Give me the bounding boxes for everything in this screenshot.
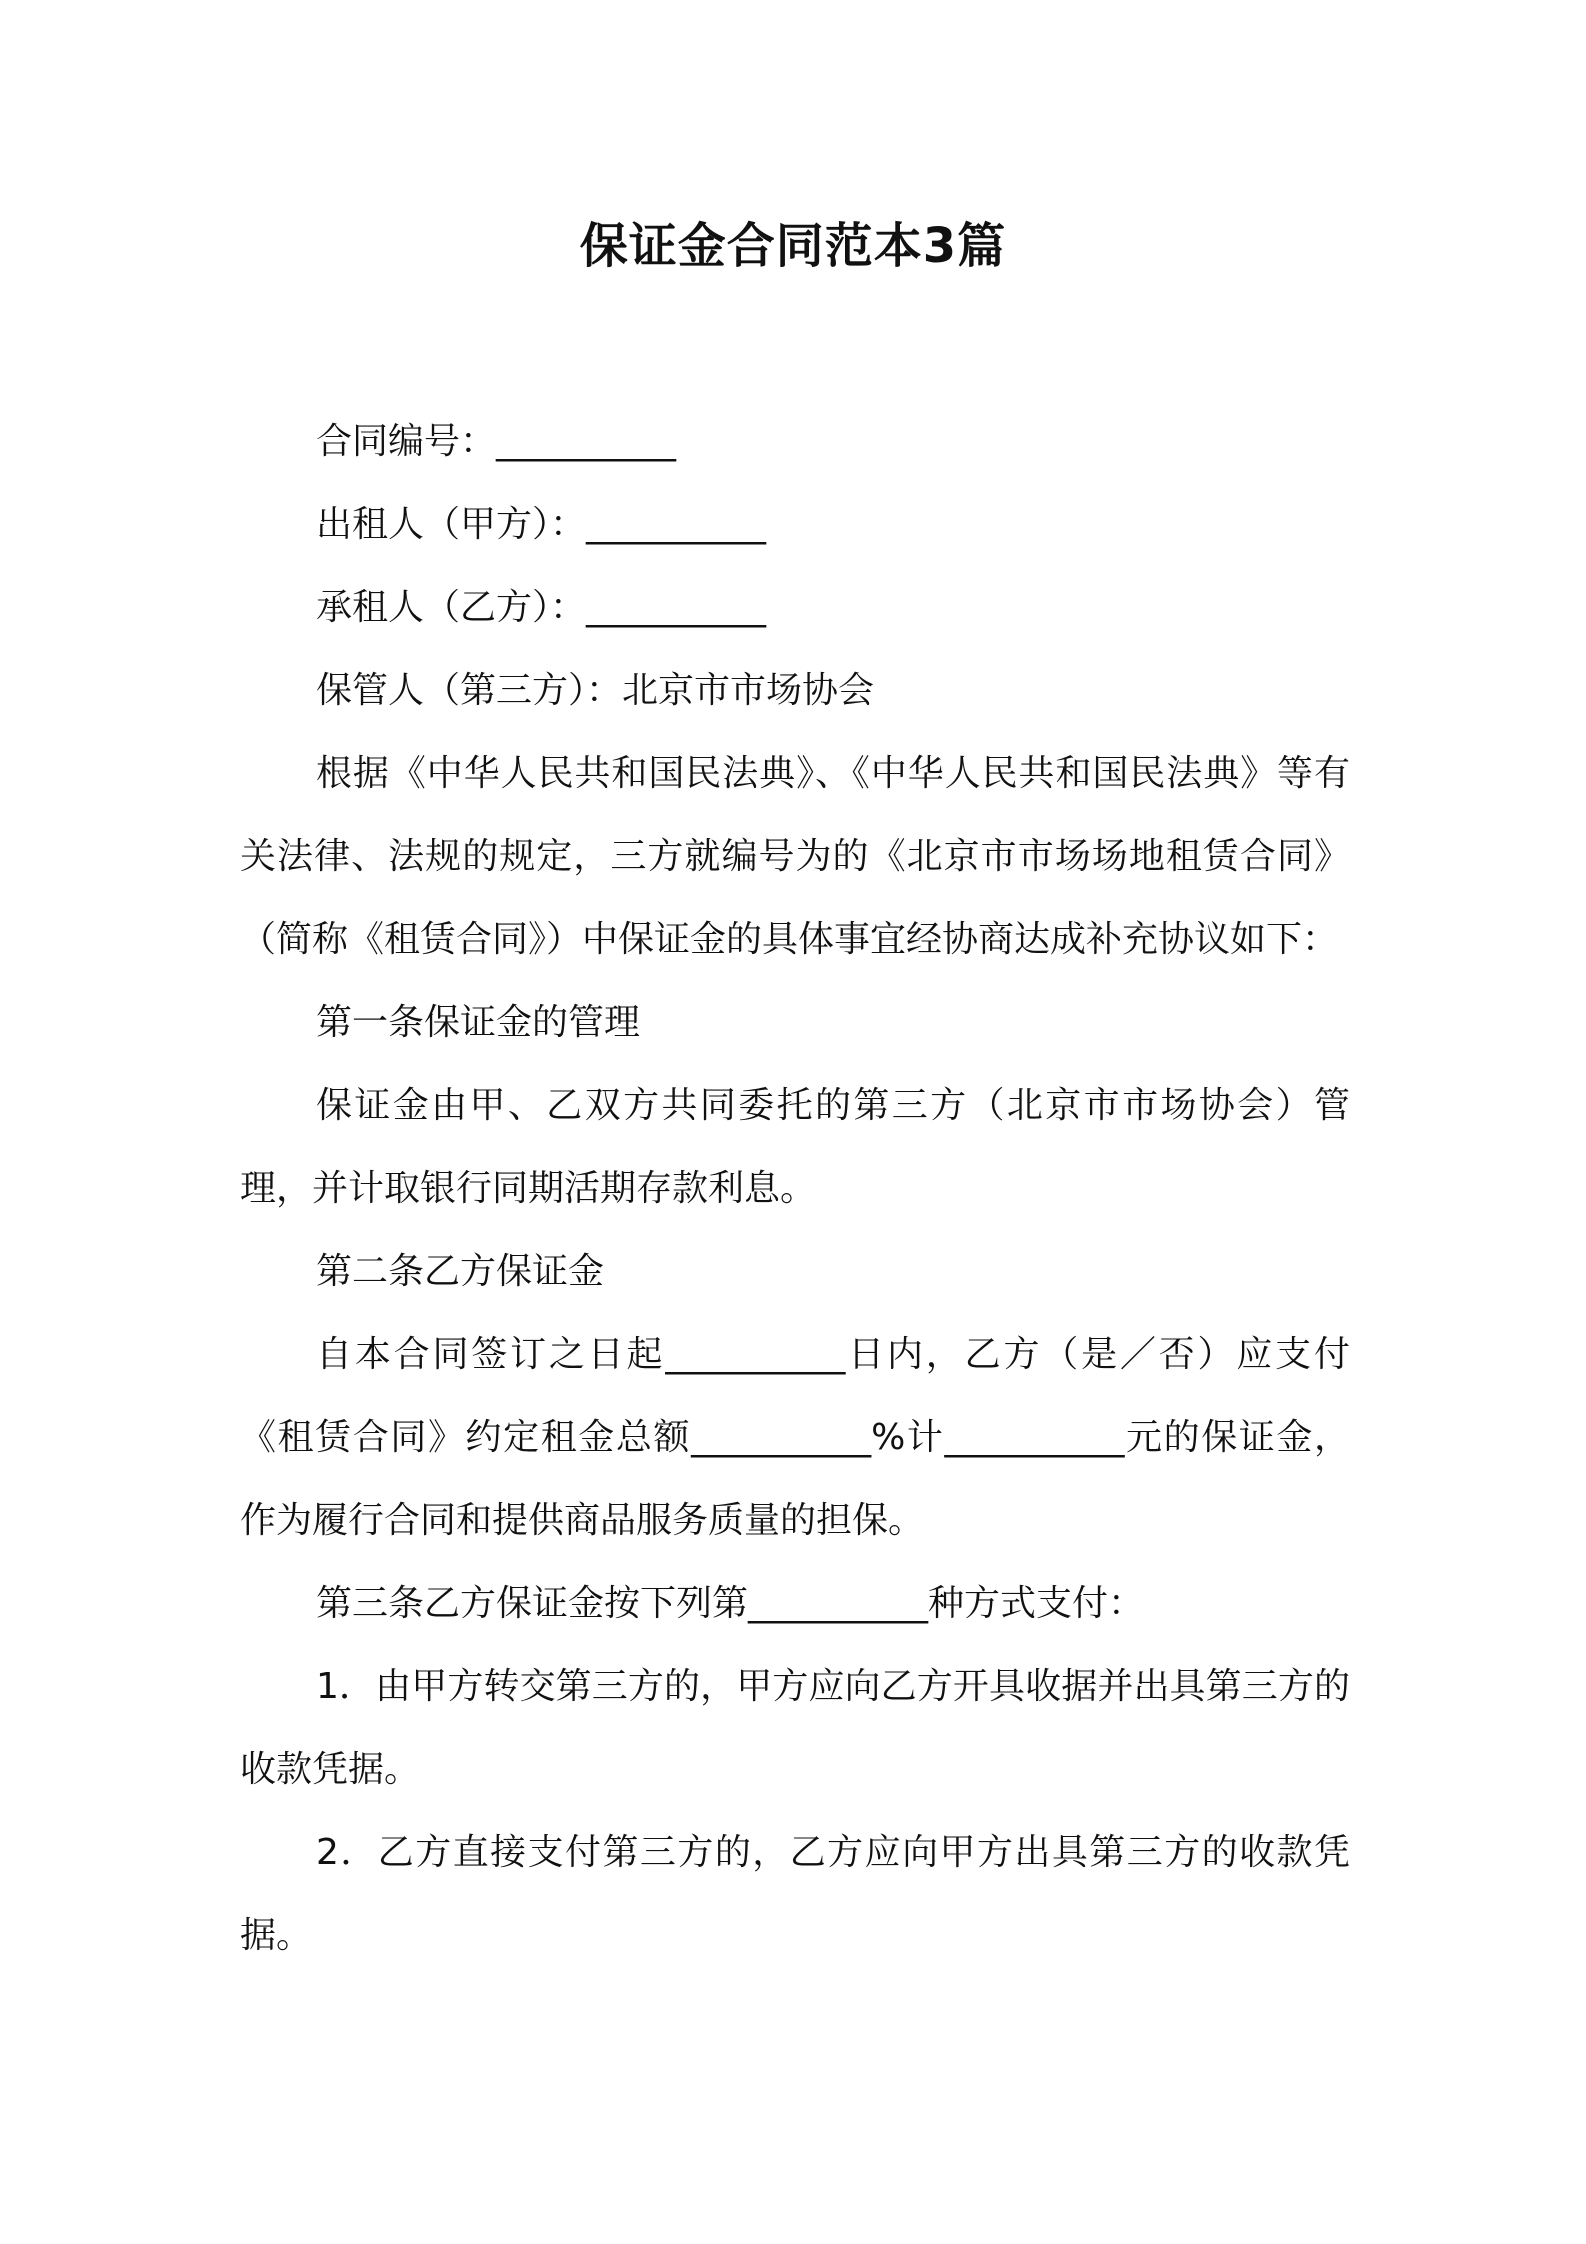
article-2-paragraph: 自本合同签订之日起__________日内，乙方（是／否）应支付《租赁合同》约定租金总额__________%计__________元的保证金，作为履行合同和提供商品服务质量的担保。 — [240, 1334, 1350, 1541]
lessee-line: 承租人（乙方）：__________ — [316, 587, 767, 628]
article-1-paragraph: 保证金由甲、乙双方共同委托的第三方（北京市市场协会）管理，并计取银行同期活期存款利息。 — [240, 1085, 1350, 1209]
document-body — [240, 400, 1350, 1977]
preamble-paragraph: 根据《中华人民共和国民法典》、《中华人民共和国民法典》等有关法律、法规的规定，三方就编号为的《北京市市场场地租赁合同》（简称《租赁合同》）中保证金的具体事宜经协商达成补充协议如下： — [240, 753, 1350, 960]
article-1-heading: 第一条保证金的管理 — [316, 1002, 641, 1043]
payment-option-2: 2．乙方直接支付第三方的，乙方应向甲方出具第三方的收款凭据。 — [240, 1832, 1350, 1956]
payment-option-1: 1．由甲方转交第三方的，甲方应向乙方开具收据并出具第三方的收款凭据。 — [240, 1666, 1350, 1790]
article-2-heading: 第二条乙方保证金 — [316, 1251, 605, 1292]
custodian-line: 保管人（第三方）：北京市市场协会 — [316, 670, 875, 711]
article-3-heading: 第三条乙方保证金按下列第__________种方式支付： — [316, 1583, 1145, 1624]
contract-number-line: 合同编号：__________ — [316, 421, 677, 462]
lessor-line: 出租人（甲方）：__________ — [316, 504, 767, 545]
document-title: 保证金合同范本3篇 — [579, 218, 1007, 274]
